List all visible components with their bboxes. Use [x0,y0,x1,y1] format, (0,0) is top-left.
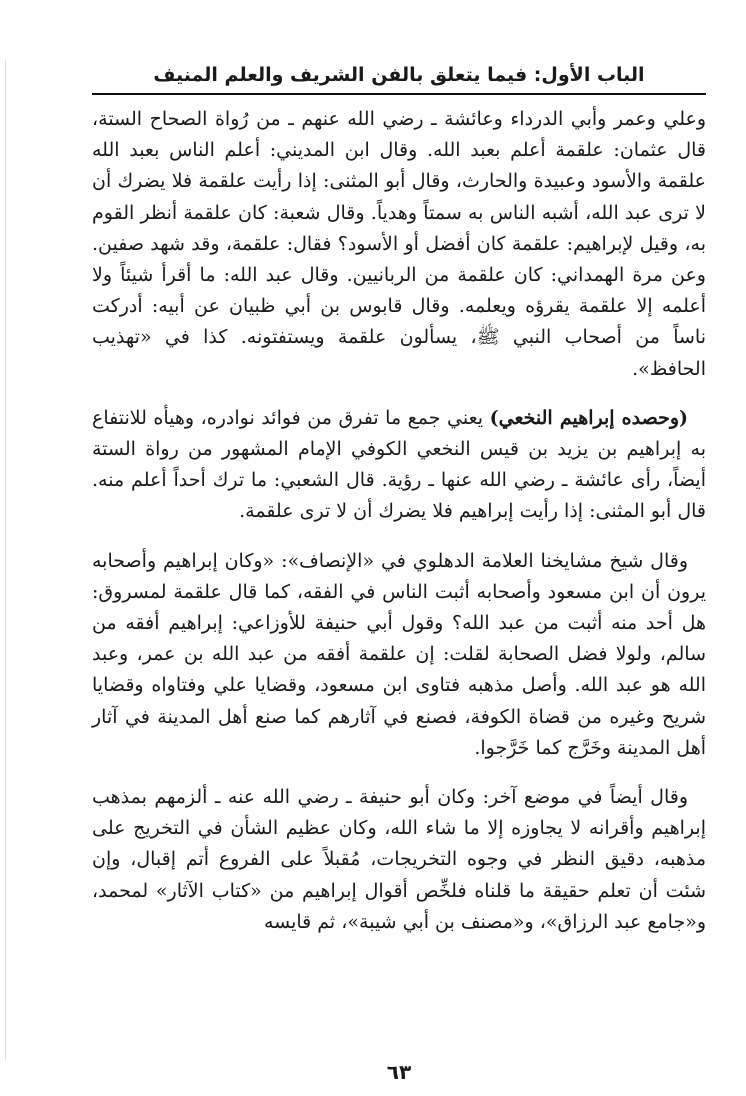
page-body [92,104,706,938]
header-rule [92,93,706,95]
page-number: ٦٣ [386,1060,412,1084]
paragraph-1: وعلي وعمر وأبي الدرداء وعائشة ـ رضي الله عنهم ـ من رُواة الصحاح الستة، قال عثمان: علقمة أعلم بعبد الله. وقال ابن المديني: أعلم الناس بعبد الله علقمة والأسود وعبيدة والحارث، وقال أبو المثنى: إذا رأيت علقمة فلا يضرك أن لا ترى عبد الله، أشبه الناس به سمتاً وهدياً. وقال شعبة: كان علقمة أنظر القوم به، وقيل لإبراهيم: علقمة كان أفضل أو الأسود؟ فقال: علقمة، وقد شهد صفين. وعن مرة الهمداني: كان علقمة من الربانيين. وقال عبد الله: ما أقرأ شيئاً ولا أعلمه إلا علقمة يقرؤه ويعلمه. وقال قابوس بن أبي ظبيان عن أبيه: أدركت ناساً من أصحاب النبي ﷺ، يسألون علقمة ويستفتونه. كذا في «تهذيب الحافظ». [92,108,706,380]
running-header: الباب الأول: فيما يتعلق بالفن الشريف والعلم المنيف [153,64,645,86]
page-edge-shadow [5,60,6,1060]
paragraph-2 [92,403,706,528]
paragraph-2-text: يعني جمع ما تفرق من فوائد نوادره، وهيأه للانتفاع به إبراهيم بن يزيد بن قيس النخعي الكوفي الإمام المشهور من رواة الستة أيضاً، رأى عائشة ـ رضي الله عنها ـ رؤية. قال الشعبي: ما ترك أحداً أعلم منه. قال أبو المثنى: إذا رأيت إبراهيم فلا يضرك أن لا ترى علقمة. [92,406,706,523]
paragraph-4: وقال أيضاً في موضع آخر: وكان أبو حنيفة ـ رضي الله عنه ـ ألزمهم بمذهب إبراهيم وأقرانه لا يجاوزه إلا ما شاء الله، وكان عظيم الشأن في التخريج على مذهبه، دقيق النظر في وجوه التخريجات، مُقبلاً على الفروع أتم إقبال، وإن شئت أن تعلم حقيقة ما قلناه فلخِّص أقوال إبراهيم من «كتاب الآثار» لمحمد، و«جامع عبد الرزاق»، و«مصنف بن أبي شيبة»، ثم قايسه [92,786,706,933]
paragraph-3: وقال شيخ مشايخنا العلامة الدهلوي في «الإنصاف»: «وكان إبراهيم وأصحابه يرون أن ابن مسعود وأصحابه أثبت الناس في الفقه، كما قال علقمة لمسروق: هل أحد منه أثبت من عبد الله؟ وقول أبي حنيفة للأوزاعي: إبراهيم أفقه من سالم، ولولا فضل الصحابة لقلت: إن علقمة أفقه من عبد الله بن عمر، وعبد الله هو عبد الله. وأصل مذهبه فتاوى ابن مسعود، وقضايا علي وفتاواه وقضايا شريح وغيره من قضاة الكوفة، فصنع في آثارهم كما صنع أهل المدينة في آثار أهل المدينة وخَرَّج كما خَرَّجوا. [92,549,706,759]
paragraph-2-lead: (وحصده إبراهيم النخعي) [489,406,688,429]
